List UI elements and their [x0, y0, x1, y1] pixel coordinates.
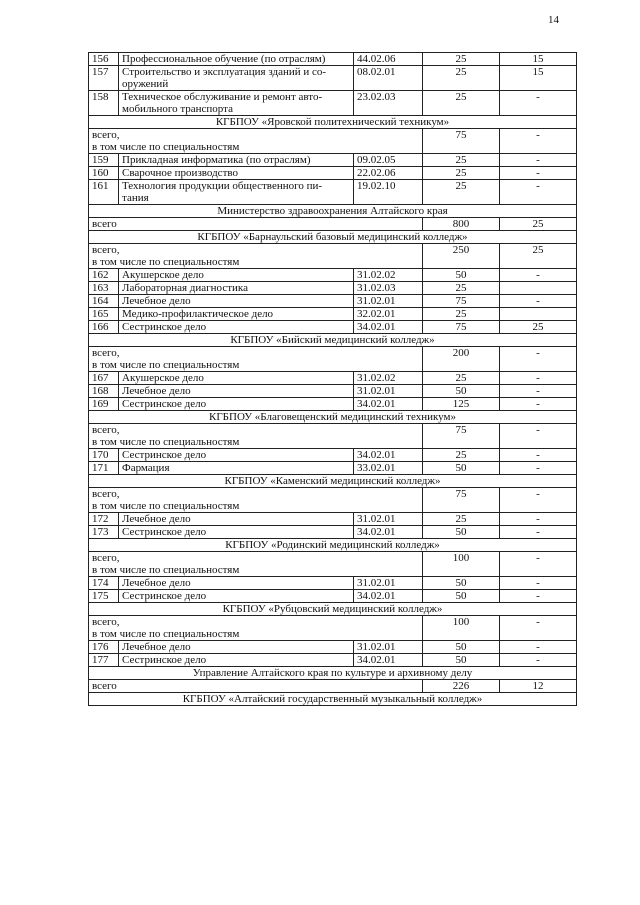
section-header-row — [89, 475, 577, 488]
count-extra: - — [500, 462, 577, 475]
count-budget: 50 — [423, 590, 500, 603]
table-row — [89, 269, 577, 282]
count-budget: 25 — [423, 513, 500, 526]
table-row — [89, 577, 577, 590]
section-header: КГБПОУ «Барнаульский базовый медицинский колледж» — [89, 231, 577, 244]
specialty-code: 31.02.02 — [354, 372, 423, 385]
total-extra: 12 — [500, 680, 577, 693]
count-extra: - — [500, 372, 577, 385]
table-row — [89, 321, 577, 334]
count-extra: - — [500, 577, 577, 590]
total-row — [89, 488, 577, 513]
count-extra — [500, 282, 577, 295]
specialty-name: Лечебное дело — [119, 513, 354, 526]
table-row — [89, 590, 577, 603]
table-row — [89, 513, 577, 526]
total-extra: 25 — [500, 218, 577, 231]
table-row — [89, 167, 577, 180]
section-header: КГБПОУ «Каменский медицинский колледж» — [89, 475, 577, 488]
section-header: Управление Алтайского края по культуре и архивному делу — [89, 667, 577, 680]
count-extra: - — [500, 641, 577, 654]
total-row — [89, 552, 577, 577]
count-budget: 25 — [423, 66, 500, 91]
table-row — [89, 462, 577, 475]
count-extra: 15 — [500, 53, 577, 66]
table-row — [89, 66, 577, 91]
total-extra: - — [500, 616, 577, 641]
row-number: 171 — [89, 462, 119, 475]
total-row — [89, 424, 577, 449]
count-extra: - — [500, 91, 577, 116]
specialty-name: Медико-профилактическое дело — [119, 308, 354, 321]
row-number: 173 — [89, 526, 119, 539]
specialty-name: Лечебное дело — [119, 295, 354, 308]
count-extra: - — [500, 398, 577, 411]
specialty-code: 34.02.01 — [354, 654, 423, 667]
total-extra: 25 — [500, 244, 577, 269]
specialty-name: Лечебное дело — [119, 577, 354, 590]
row-number: 162 — [89, 269, 119, 282]
row-number: 177 — [89, 654, 119, 667]
specialty-name: Лабораторная диагностика — [119, 282, 354, 295]
total-label: всего, в том числе по специальностям — [89, 347, 423, 372]
specialty-code: 09.02.05 — [354, 154, 423, 167]
specialty-name: Акушерское дело — [119, 372, 354, 385]
count-budget: 25 — [423, 282, 500, 295]
row-number: 161 — [89, 180, 119, 205]
specialty-code: 31.02.01 — [354, 385, 423, 398]
specialty-code: 34.02.01 — [354, 321, 423, 334]
specialty-code: 33.02.01 — [354, 462, 423, 475]
section-header-row — [89, 539, 577, 552]
total-budget: 226 — [423, 680, 500, 693]
section-header: КГБПОУ «Бийский медицинский колледж» — [89, 334, 577, 347]
total-extra: - — [500, 129, 577, 154]
total-label: всего, в том числе по специальностям — [89, 244, 423, 269]
count-extra: - — [500, 449, 577, 462]
row-number: 166 — [89, 321, 119, 334]
section-header: КГБПОУ «Алтайский государственный музыкальный колледж» — [89, 693, 577, 706]
total-row — [89, 129, 577, 154]
total-row — [89, 347, 577, 372]
row-number: 160 — [89, 167, 119, 180]
table-row — [89, 654, 577, 667]
table-row — [89, 385, 577, 398]
total-label: всего, в том числе по специальностям — [89, 424, 423, 449]
total-row — [89, 680, 577, 693]
count-budget: 50 — [423, 654, 500, 667]
specialty-code: 31.02.01 — [354, 295, 423, 308]
specialty-code: 31.02.02 — [354, 269, 423, 282]
count-budget: 50 — [423, 385, 500, 398]
total-label: всего, в том числе по специальностям — [89, 488, 423, 513]
count-budget: 50 — [423, 269, 500, 282]
total-budget: 250 — [423, 244, 500, 269]
specialty-code: 32.02.01 — [354, 308, 423, 321]
specialty-code: 34.02.01 — [354, 526, 423, 539]
specialty-name: Профессиональное обучение (по отраслям) — [119, 53, 354, 66]
section-header: КГБПОУ «Яровской политехнический техникум» — [89, 116, 577, 129]
count-extra: - — [500, 180, 577, 205]
section-header-row — [89, 231, 577, 244]
row-number: 156 — [89, 53, 119, 66]
table-row — [89, 449, 577, 462]
specialty-name: Лечебное дело — [119, 641, 354, 654]
count-budget: 25 — [423, 308, 500, 321]
total-budget: 75 — [423, 488, 500, 513]
count-extra: - — [500, 154, 577, 167]
count-extra: - — [500, 385, 577, 398]
specialty-name: Фармация — [119, 462, 354, 475]
total-label: всего — [89, 680, 423, 693]
total-label: всего, в том числе по специальностям — [89, 129, 423, 154]
total-label: всего, в том числе по специальностям — [89, 616, 423, 641]
specialty-name: Техническое обслуживание и ремонт авто- мобильного транспорта — [119, 91, 354, 116]
specialty-code: 23.02.03 — [354, 91, 423, 116]
row-number: 165 — [89, 308, 119, 321]
row-number: 157 — [89, 66, 119, 91]
specialty-code: 31.02.03 — [354, 282, 423, 295]
table-body — [89, 53, 577, 706]
total-budget: 800 — [423, 218, 500, 231]
table-row — [89, 526, 577, 539]
count-budget: 50 — [423, 577, 500, 590]
row-number: 174 — [89, 577, 119, 590]
specialty-name: Сварочное производство — [119, 167, 354, 180]
section-header: Министерство здравоохранения Алтайского края — [89, 205, 577, 218]
total-extra: - — [500, 552, 577, 577]
total-budget: 75 — [423, 424, 500, 449]
count-budget: 25 — [423, 154, 500, 167]
count-budget: 25 — [423, 449, 500, 462]
section-header-row — [89, 411, 577, 424]
section-header: КГБПОУ «Благовещенский медицинский техникум» — [89, 411, 577, 424]
specialty-name: Сестринское дело — [119, 398, 354, 411]
total-row — [89, 616, 577, 641]
count-extra: - — [500, 269, 577, 282]
count-budget: 25 — [423, 180, 500, 205]
count-budget: 25 — [423, 91, 500, 116]
section-header-row — [89, 667, 577, 680]
table-row — [89, 154, 577, 167]
count-budget: 25 — [423, 53, 500, 66]
count-extra: - — [500, 167, 577, 180]
specialty-code: 22.02.06 — [354, 167, 423, 180]
table-row — [89, 53, 577, 66]
count-budget: 50 — [423, 641, 500, 654]
row-number: 158 — [89, 91, 119, 116]
total-row — [89, 244, 577, 269]
total-budget: 100 — [423, 616, 500, 641]
row-number: 167 — [89, 372, 119, 385]
row-number: 176 — [89, 641, 119, 654]
table-row — [89, 282, 577, 295]
specialty-name: Прикладная информатика (по отраслям) — [119, 154, 354, 167]
count-extra: - — [500, 295, 577, 308]
specialty-name: Сестринское дело — [119, 526, 354, 539]
count-budget: 125 — [423, 398, 500, 411]
specialty-name: Строительство и эксплуатация зданий и со- оружений — [119, 66, 354, 91]
specialty-code: 08.02.01 — [354, 66, 423, 91]
total-row — [89, 218, 577, 231]
specialty-code: 19.02.10 — [354, 180, 423, 205]
section-header-row — [89, 116, 577, 129]
count-extra: 25 — [500, 321, 577, 334]
specialty-code: 34.02.01 — [354, 590, 423, 603]
page-number: 14 — [548, 14, 559, 26]
count-budget: 50 — [423, 462, 500, 475]
table-row — [89, 641, 577, 654]
count-extra: - — [500, 513, 577, 526]
specialty-name: Сестринское дело — [119, 449, 354, 462]
specialty-name: Сестринское дело — [119, 590, 354, 603]
specialty-name: Акушерское дело — [119, 269, 354, 282]
count-budget: 25 — [423, 372, 500, 385]
specialty-code: 31.02.01 — [354, 641, 423, 654]
specialty-name: Лечебное дело — [119, 385, 354, 398]
table-row — [89, 372, 577, 385]
row-number: 168 — [89, 385, 119, 398]
section-header-row — [89, 693, 577, 706]
specialty-name: Технология продукции общественного пи- тания — [119, 180, 354, 205]
row-number: 163 — [89, 282, 119, 295]
count-extra — [500, 308, 577, 321]
count-extra: - — [500, 590, 577, 603]
specialty-code: 31.02.01 — [354, 513, 423, 526]
count-budget: 75 — [423, 321, 500, 334]
count-budget: 25 — [423, 167, 500, 180]
total-extra: - — [500, 488, 577, 513]
section-header: КГБПОУ «Рубцовский медицинский колледж» — [89, 603, 577, 616]
table-row — [89, 308, 577, 321]
section-header: КГБПОУ «Родинский медицинский колледж» — [89, 539, 577, 552]
count-budget: 50 — [423, 526, 500, 539]
table-row — [89, 295, 577, 308]
total-label: всего — [89, 218, 423, 231]
total-label: всего, в том числе по специальностям — [89, 552, 423, 577]
total-budget: 200 — [423, 347, 500, 372]
table-row — [89, 180, 577, 205]
row-number: 172 — [89, 513, 119, 526]
total-extra: - — [500, 424, 577, 449]
section-header-row — [89, 205, 577, 218]
total-budget: 100 — [423, 552, 500, 577]
count-extra: - — [500, 654, 577, 667]
section-header-row — [89, 603, 577, 616]
specialty-code: 34.02.01 — [354, 398, 423, 411]
row-number: 170 — [89, 449, 119, 462]
row-number: 164 — [89, 295, 119, 308]
specialty-code: 44.02.06 — [354, 53, 423, 66]
specialty-code: 31.02.01 — [354, 577, 423, 590]
specialty-name: Сестринское дело — [119, 321, 354, 334]
admission-plan-table — [88, 52, 577, 706]
table-row — [89, 91, 577, 116]
row-number: 169 — [89, 398, 119, 411]
row-number: 159 — [89, 154, 119, 167]
total-extra: - — [500, 347, 577, 372]
section-header-row — [89, 334, 577, 347]
row-number: 175 — [89, 590, 119, 603]
count-budget: 75 — [423, 295, 500, 308]
specialty-name: Сестринское дело — [119, 654, 354, 667]
specialty-code: 34.02.01 — [354, 449, 423, 462]
count-extra: - — [500, 526, 577, 539]
total-budget: 75 — [423, 129, 500, 154]
table-row — [89, 398, 577, 411]
count-extra: 15 — [500, 66, 577, 91]
